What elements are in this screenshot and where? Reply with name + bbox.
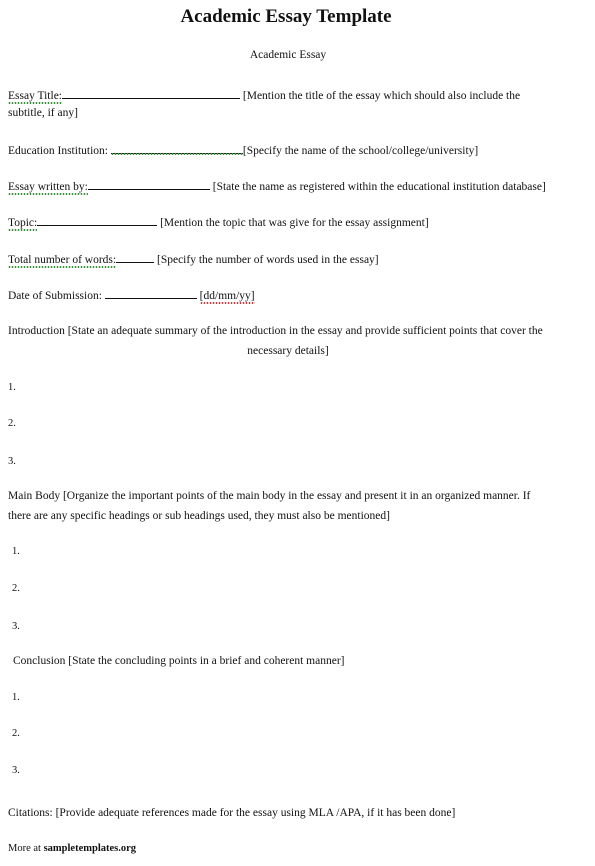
footer-site-link[interactable]: sampletemplates.org [43, 843, 137, 854]
written-by-blank[interactable] [88, 179, 210, 190]
written-by-field [8, 179, 546, 193]
essay-title-note-cont: subtitle, if any] [8, 107, 78, 119]
word-count-blank[interactable] [116, 252, 154, 263]
institution-note: [Specify the name of the school/college/university] [242, 145, 479, 157]
topic-field [8, 215, 429, 229]
document-subtitle: Academic Essay [249, 49, 327, 61]
conclusion-heading: Conclusion [State the concluding points in a brief and coherent manner] [13, 655, 345, 667]
topic-note: [Mention the topic that was give for the essay assignment] [160, 217, 429, 229]
main-body-item: 1. [12, 546, 20, 557]
word-count-note: [Specify the number of words used in the essay] [156, 254, 379, 266]
main-body-item: 3. [12, 621, 20, 632]
institution-blank[interactable] [111, 143, 243, 154]
conclusion-item: 3. [12, 765, 20, 776]
main-body-item: 2. [12, 583, 20, 594]
institution-field [8, 143, 478, 157]
introduction-item: 3. [8, 456, 16, 467]
conclusion-item: 1. [12, 692, 20, 703]
introduction-heading-cont: necessary details] [247, 345, 329, 357]
institution-label: Education Institution: [8, 145, 108, 157]
essay-title-note: [Mention the title of the essay which should also include the [242, 90, 521, 102]
essay-title-label: Essay Title: [8, 90, 63, 102]
document-title: Academic Essay Template [180, 6, 392, 27]
topic-label: Topic: [8, 217, 38, 229]
footer-prefix: More at [8, 843, 44, 854]
introduction-item: 2. [8, 418, 16, 429]
written-by-note: [State the name as registered within the educational institution database] [212, 181, 546, 193]
submission-note: [dd/mm/yy] [199, 290, 255, 302]
citations-line: Citations: [Provide adequate references made for the essay using MLA /APA, if it has been done] [8, 807, 456, 819]
word-count-field [8, 252, 379, 266]
topic-blank[interactable] [37, 215, 157, 226]
essay-title-field [8, 88, 520, 102]
essay-title-blank[interactable] [62, 88, 240, 99]
introduction-item: 1. [8, 382, 16, 393]
main-body-heading: Main Body [Organize the important points of the main body in the essay and present it in an organized manner. If [8, 490, 531, 502]
written-by-label: Essay written by: [8, 181, 88, 193]
conclusion-item: 2. [12, 728, 20, 739]
introduction-heading: Introduction [State an adequate summary of the introduction in the essay and provide sufficient points that cover the [8, 325, 543, 337]
submission-field [8, 288, 255, 302]
submission-blank[interactable] [105, 288, 197, 299]
main-body-heading-cont: there are any specific headings or sub headings used, they must also be mentioned] [8, 510, 390, 522]
word-count-label: Total number of words: [8, 254, 117, 266]
submission-label: Date of Submission: [8, 290, 102, 302]
footer-credit [8, 843, 136, 854]
